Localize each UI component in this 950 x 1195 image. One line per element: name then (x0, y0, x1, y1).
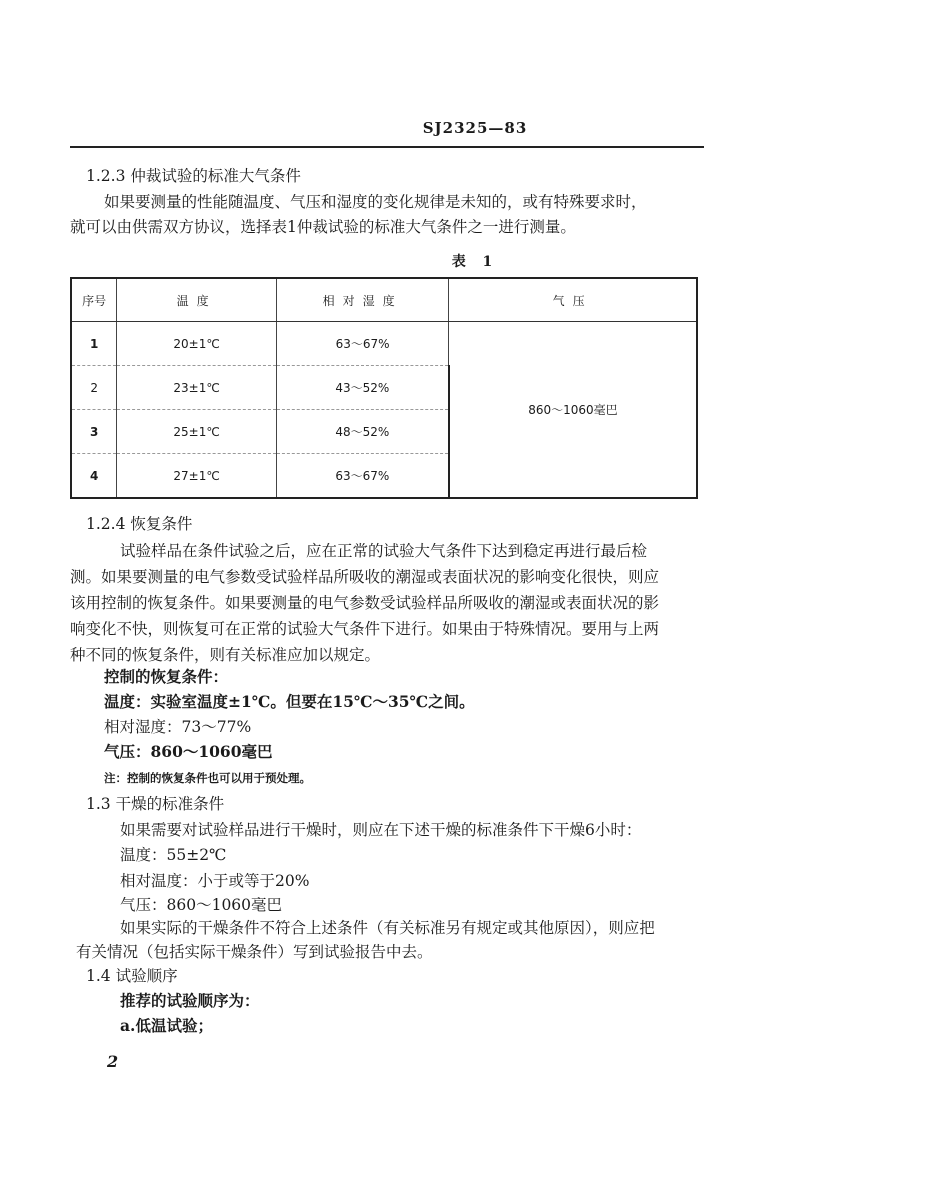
header-temperature: 温度 (117, 278, 277, 322)
section-1-2-4-line: 试验样品在条件试验之后，应在正常的试验大气条件下达到稳定再进行最后检 (120, 542, 648, 560)
section-1-4-heading: 1.4 试验顺序 (86, 967, 178, 985)
header-rule (70, 146, 704, 148)
header-serial: 序号 (71, 278, 117, 322)
recovery-temperature: 温度：实验室温度±1℃。但要在15℃～35℃之间。 (104, 692, 475, 711)
cell-humidity: 48～52% (276, 410, 448, 454)
cell-humidity: 43～52% (276, 366, 448, 410)
test-order-item-a: a.低温试验； (120, 1016, 213, 1035)
section-1-2-4-line: 测。如果要测量的电气参数受试验样品所吸收的潮湿或表面状况的影响变化很快，则应 (70, 568, 660, 586)
section-1-2-3-line: 如果要测量的性能随温度、气压和湿度的变化规律是未知的，或有特殊要求时， (104, 193, 647, 211)
section-1-3-line: 有关情况（包括实际干燥条件）写到试验报告中去。 (76, 943, 433, 961)
section-1-2-4-line: 该用控制的恢复条件。如果要测量的电气参数受试验样品所吸收的潮湿或表面状况的影 (70, 594, 660, 612)
recovery-note: 注：控制的恢复条件也可以用于预处理。 (104, 771, 311, 785)
drying-humidity: 相对温度：小于或等于20% (120, 872, 310, 890)
cell-humidity: 63～67% (276, 322, 448, 366)
recovery-humidity: 相对湿度：73～77% (104, 718, 252, 736)
cell-temperature: 27±1℃ (117, 454, 277, 499)
recovery-pressure: 气压：860～1060毫巴 (104, 742, 273, 761)
page-number: 2 (107, 1052, 119, 1071)
drying-pressure: 气压：860～1060毫巴 (120, 896, 283, 914)
cell-temperature: 25±1℃ (117, 410, 277, 454)
section-1-2-3-line: 就可以由供需双方协议，选择表1仲裁试验的标准大气条件之一进行测量。 (70, 218, 576, 236)
section-1-2-3-heading: 1.2.3 仲裁试验的标准大气条件 (86, 167, 301, 185)
section-1-3-line: 如果实际的干燥条件不符合上述条件（有关标准另有规定或其他原因），则应把 (120, 919, 655, 937)
cell-serial: 4 (71, 454, 117, 499)
cell-serial: 3 (71, 410, 117, 454)
section-1-2-4-line: 种不同的恢复条件，则有关标准应加以规定。 (70, 646, 381, 664)
cell-pressure: 860～1060毫巴 (449, 322, 697, 499)
cell-serial: 2 (71, 366, 117, 410)
section-1-2-4-heading: 1.2.4 恢复条件 (86, 515, 193, 533)
drying-temperature: 温度：55±2℃ (120, 846, 227, 864)
header-pressure: 气压 (449, 278, 697, 322)
cell-serial: 1 (71, 322, 117, 366)
standard-atmosphere-table (70, 277, 698, 499)
cell-temperature: 23±1℃ (117, 366, 277, 410)
section-1-3-heading: 1.3 干燥的标准条件 (86, 795, 225, 813)
table-row (71, 322, 697, 366)
controlled-recovery-title: 控制的恢复条件： (104, 667, 229, 686)
cell-humidity: 63～67% (276, 454, 448, 499)
cell-temperature: 20±1℃ (117, 322, 277, 366)
test-order-intro: 推荐的试验顺序为： (120, 991, 260, 1010)
section-1-2-4-line: 响变化不快，则恢复可在正常的试验大气条件下进行。如果由于特殊情况。要用与上两 (70, 620, 660, 638)
table-caption: 表 1 (451, 254, 499, 270)
header-humidity: 相对湿度 (276, 278, 448, 322)
document-header: SJ2325—83 (422, 119, 528, 137)
table-header-row (71, 278, 697, 322)
drying-intro: 如果需要对试验样品进行干燥时，则应在下述干燥的标准条件下干燥6小时： (120, 821, 642, 839)
